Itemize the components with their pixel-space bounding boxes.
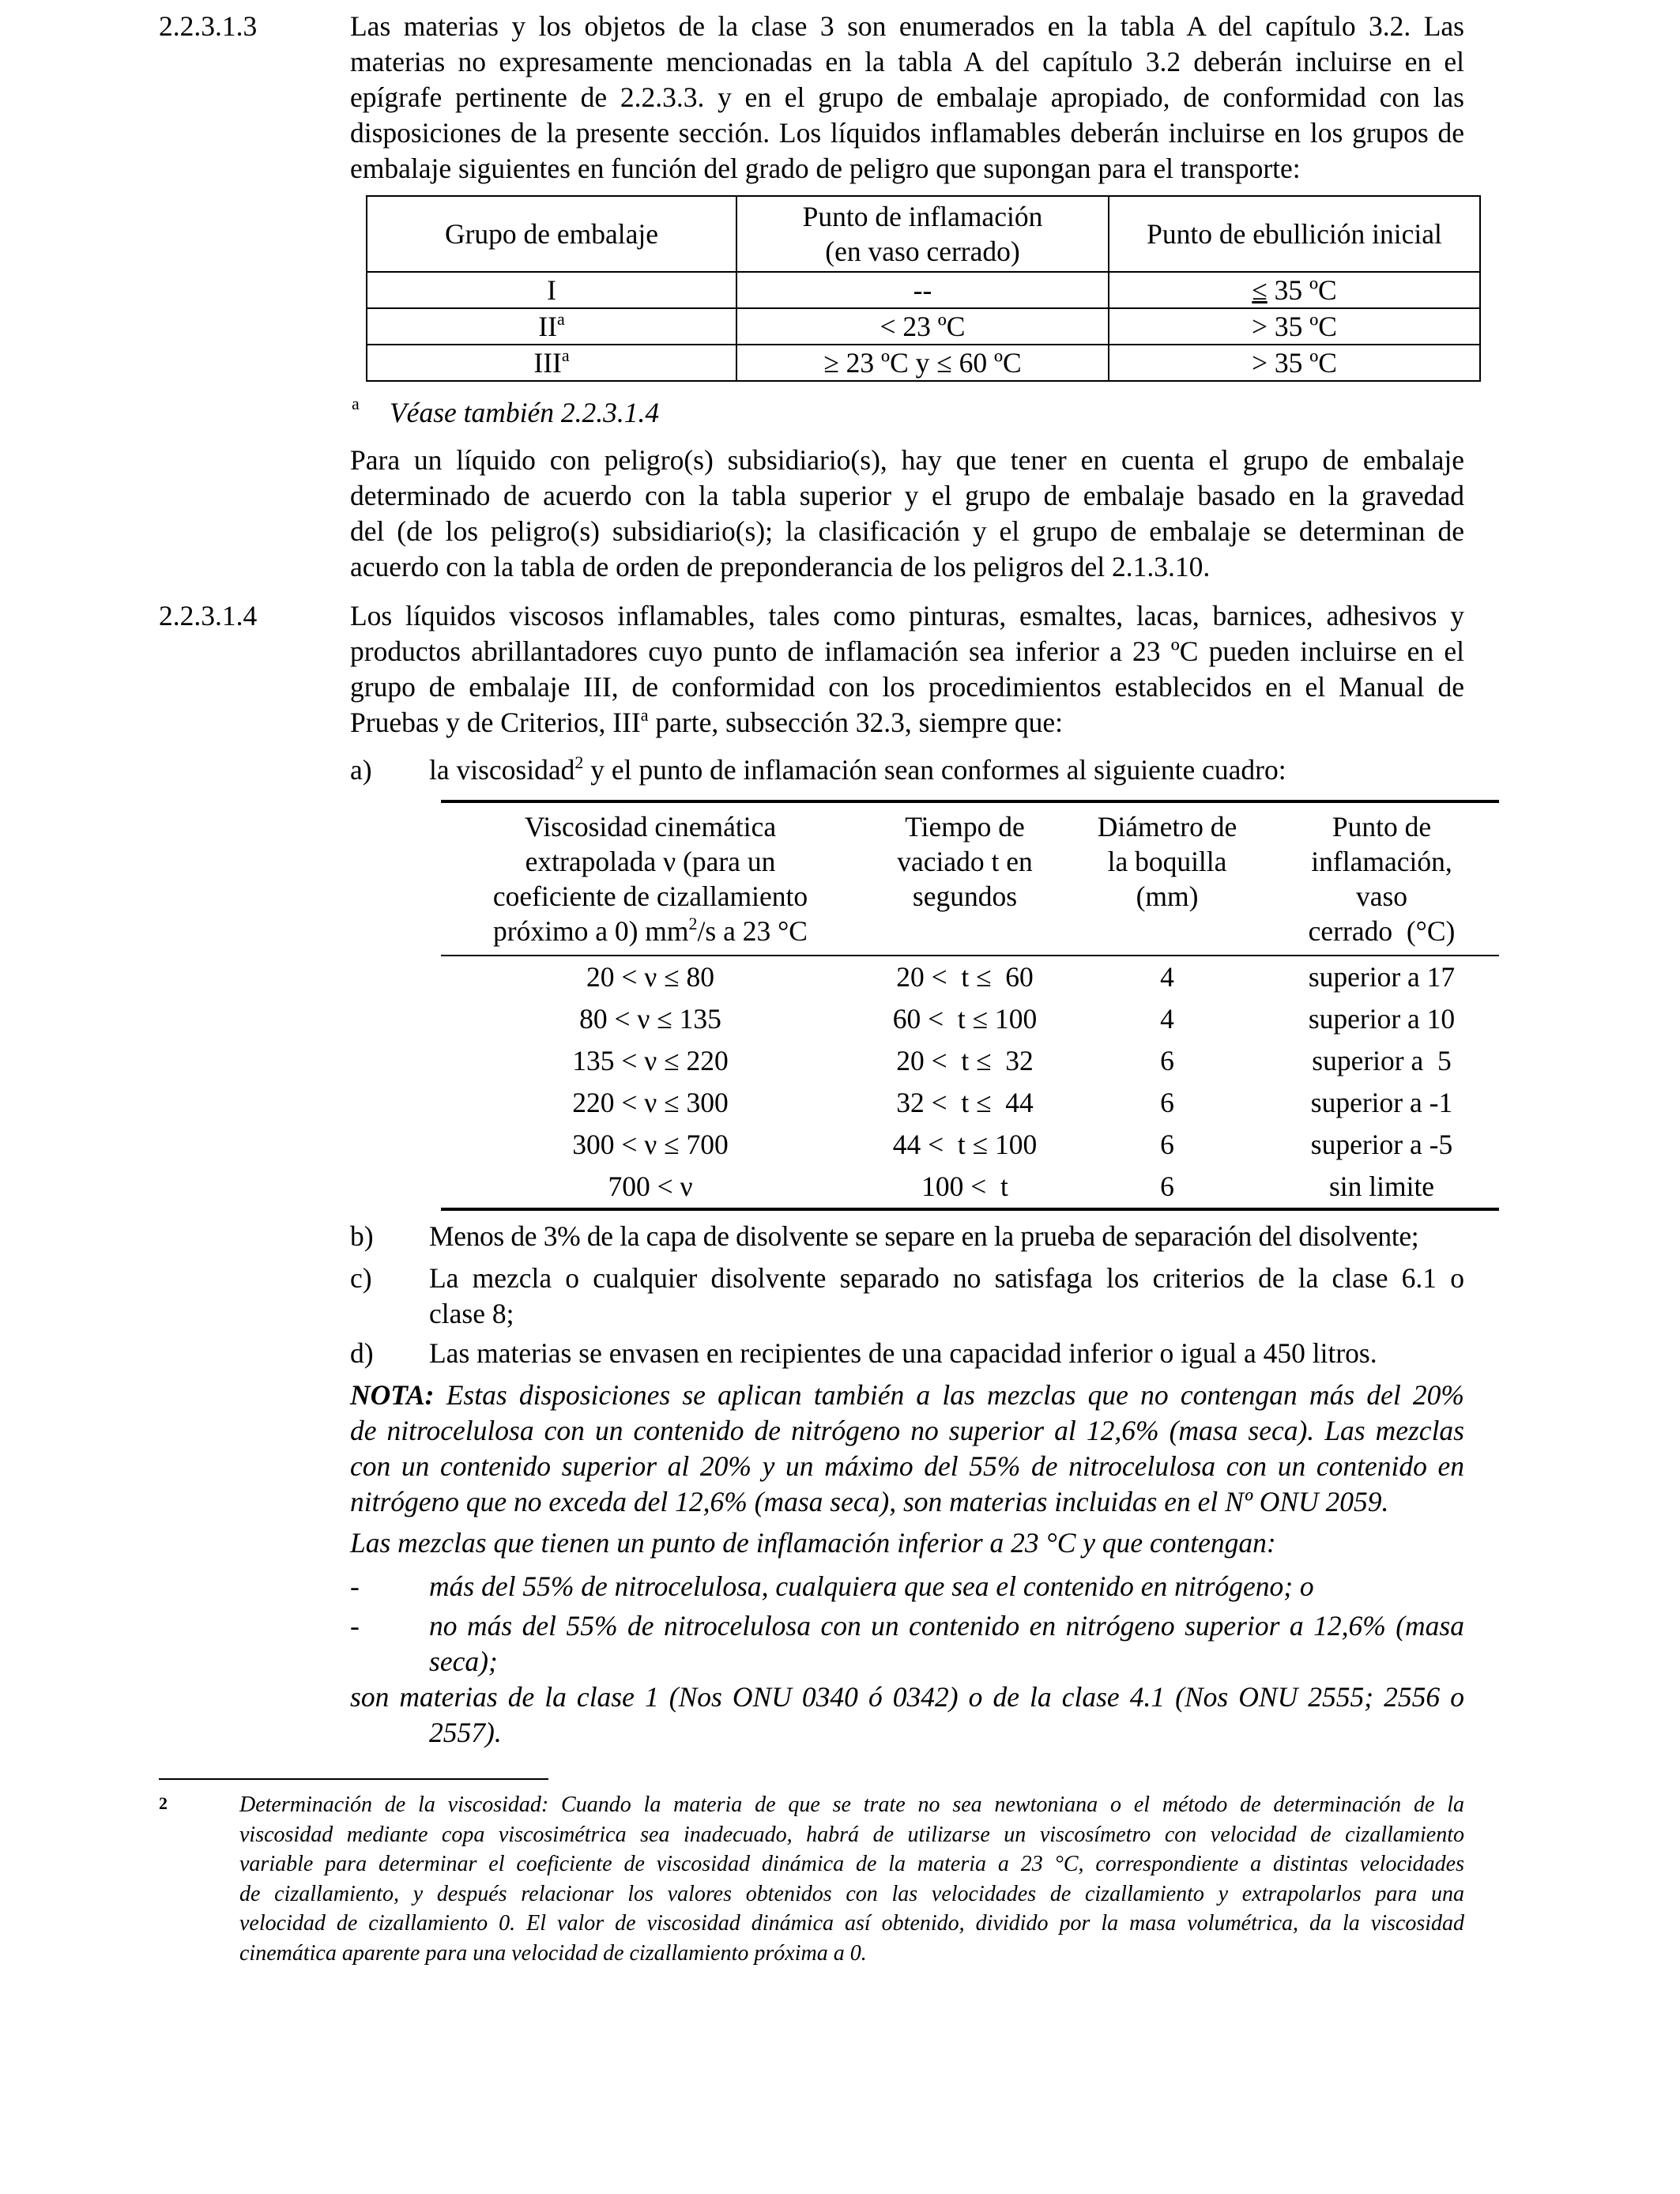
text-line: embalaje siguientes en función del grado de peligro que supongan para el transporte: xyxy=(350,153,1301,184)
text-line: determinado de acuerdo con la tabla superior y el grupo de embalaje basado en la gravedad xyxy=(350,480,1464,511)
header-nozzle-diameter: Diámetro de la boquilla (mm) xyxy=(1097,811,1237,912)
header-viscosity: Viscosidad cinemática extrapolada ν (para un coeficiente de cizallamiento próximo a 0) $mm^2/s$ a 23 °C xyxy=(492,811,808,947)
nozzle-cell: 6 xyxy=(1160,1171,1174,1202)
nota-label: NOTA: xyxy=(350,1379,435,1411)
text-line: Las materias y los objetos de la clase 3 son enumerados en la tabla A del capítulo 3.2. Las xyxy=(350,10,1464,42)
table-row xyxy=(367,272,1480,308)
text-line: viscosidad mediante copa viscosimétrica sea inadecuado, habrá de utilizarse un viscosímetro con velocidad de cizallamiento xyxy=(239,1822,1464,1847)
header-boiling-point: Punto de ebullición inicial xyxy=(1109,196,1480,272)
text-line: grupo de embalaje III, de conformidad con los procedimientos establecidos en el Manual de xyxy=(350,671,1464,703)
text-line: La mezcla o cualquier disolvente separado no satisfaga los criterios de la clase 6.1 o xyxy=(429,1262,1464,1294)
section-number-2-2-3-1-3: 2.2.3.1.3 xyxy=(159,10,258,42)
item-b-text: Menos de 3% de la capa de disolvente se separe en la prueba de separación del disolvente; xyxy=(429,1220,1419,1252)
packing-group-cell: I xyxy=(367,272,736,308)
dash-item-1: más del 55% de nitrocelulosa, cualquiera que sea el contenido en nitrógeno; o xyxy=(429,1570,1314,1602)
table-row xyxy=(367,345,1480,381)
section-2-2-3-1-3-intro xyxy=(350,9,1464,187)
footnote-mark: 2 xyxy=(159,1793,168,1813)
boiling-point-cell xyxy=(1109,272,1480,308)
table-row xyxy=(441,1040,1499,1082)
final-paragraph xyxy=(350,1679,1464,1751)
text-line: son materias de la clase 1 (Nos ONU 0340 ó 0342) o de la clase 4.1 (Nos ONU 2555; 2556 o xyxy=(350,1681,1464,1713)
text-line: clase 8; xyxy=(429,1298,514,1329)
less-equal-sign: ≤ xyxy=(1252,274,1268,306)
mixtures-intro: Las mezclas que tienen un punto de inflamación inferior a 23 °C y que contengan: xyxy=(350,1527,1276,1559)
boiling-point-cell: > 35 ºC xyxy=(1109,345,1480,381)
section-2-2-3-1-3-para2 xyxy=(350,443,1464,585)
text-line: Para un líquido con peligro(s) subsidiario(s), hay que tener en cuenta el grupo de embalaje xyxy=(350,444,1464,476)
nozzle-cell: 6 xyxy=(1160,1087,1174,1118)
text-line: materias no expresamente mencionadas en la tabla A del capítulo 3.2 deberán incluirse en el xyxy=(350,46,1464,77)
flash-point-cell: superior a -5 xyxy=(1310,1129,1453,1160)
packing-group-table xyxy=(366,195,1481,382)
viscosity-cell: 135 < ν ≤ 220 xyxy=(572,1045,729,1076)
flow-time-cell: 44 < t ≤ 100 xyxy=(892,1129,1038,1160)
flow-time-cell: 32 < t ≤ 44 xyxy=(896,1087,1034,1118)
section-2-2-3-1-4-intro xyxy=(350,598,1464,741)
text-line: de nitrocelulosa con un contenido de nitrógeno no superior al 12,6% (masa seca). Las mezclas xyxy=(350,1415,1464,1446)
text-line: con un contenido superior al 20% y un máximo del 55% de nitrocelulosa con un contenido en xyxy=(350,1450,1464,1482)
table-row xyxy=(441,956,1499,998)
table-row xyxy=(367,308,1480,345)
section-number-2-2-3-1-4: 2.2.3.1.4 xyxy=(159,600,258,631)
table-row xyxy=(441,1124,1499,1166)
text-line: del (de los peligro(s) subsidiario(s); la clasificación y el grupo de embalaje se determinan de xyxy=(350,515,1464,547)
footnote-divider xyxy=(159,1778,548,1780)
item-d-label: d) xyxy=(350,1337,374,1369)
text-line: de cizallamiento, y después relacionar los valores obtenidos con las velocidades de cizallamiento y extrapolarlos para una xyxy=(239,1881,1464,1906)
viscosity-cell: 220 < ν ≤ 300 xyxy=(572,1087,729,1118)
text-line: 2557). xyxy=(429,1717,502,1748)
flash-point-cell: ≥ 23 ºC y ≤ 60 ºC xyxy=(736,345,1109,381)
viscosity-cell: 80 < ν ≤ 135 xyxy=(579,1003,721,1035)
header-flow-time: Tiempo de vaciado t en segundos xyxy=(897,811,1033,912)
table-row xyxy=(441,998,1499,1040)
packing-group-cell: $II^a$ xyxy=(367,308,736,345)
text-line: disposiciones de la presente sección. Los líquidos inflamables deberán incluirse en los grupos de xyxy=(350,117,1464,149)
flow-time-cell: 20 < t ≤ 60 xyxy=(896,961,1034,993)
viscosity-table xyxy=(441,800,1499,1211)
text-line: Determinación de la viscosidad: Cuando la materia de que se trate no sea newtoniana o el método de determinación de la xyxy=(239,1793,1464,1817)
flash-point-cell: superior a -1 xyxy=(1310,1087,1453,1118)
text-line: Los líquidos viscosos inflamables, tales como pinturas, esmaltes, lacas, barnices, adhesivos y xyxy=(350,600,1464,631)
table-row xyxy=(441,1082,1499,1124)
text-line: productos abrillantadores cuyo punto de inflamación sea inferior a 23 ºC pueden incluirse en el xyxy=(350,635,1464,667)
dash-marker: - xyxy=(350,1610,360,1642)
flash-point-cell: < 23 ºC xyxy=(736,308,1109,345)
text-line: Pruebas y de Criterios, III$^a$ parte, subsección 32.3, siempre que: xyxy=(350,705,1063,738)
flow-time-cell: 100 < t xyxy=(921,1171,1008,1202)
table-row xyxy=(441,1166,1499,1209)
footnote-text xyxy=(239,1790,1464,1968)
packing-group-cell: III$^a$ xyxy=(367,345,736,381)
item-a-label: a) xyxy=(350,754,372,786)
text-line: variable para determinar el coeficiente de viscosidad dinámica de la materia a 23 °C, correspondiente a distintas velocidades xyxy=(239,1852,1464,1876)
flow-time-cell: 60 < t ≤ 100 xyxy=(892,1003,1038,1035)
item-b-label: b) xyxy=(350,1220,374,1252)
table-header-row xyxy=(367,196,1480,272)
text-line: NOTA: Estas disposiciones se aplican también a las mezclas que no contengan más del 20% xyxy=(350,1379,1464,1411)
flash-point-cell: superior a 5 xyxy=(1312,1045,1452,1076)
header-flash-point: Punto de inflamación, vaso cerrado (°C) xyxy=(1308,811,1456,947)
nozzle-cell: 4 xyxy=(1160,961,1174,993)
table-header-row xyxy=(441,801,1499,956)
item-a-text: la viscosidad$^2$ y el punto de inflamación sean conformes al siguiente cuadro: xyxy=(429,752,1286,786)
viscosity-cell: 700 < ν xyxy=(608,1171,693,1202)
text-line: seca); xyxy=(429,1646,498,1677)
flow-time-cell: 20 < t ≤ 32 xyxy=(896,1045,1034,1076)
text-line: velocidad de cizallamiento 0. El valor de viscosidad dinámica así obtenido, dividido por la masa volumétrica, da la viscosidad xyxy=(239,1911,1464,1936)
item-c-label: c) xyxy=(350,1262,372,1294)
dash-marker: - xyxy=(350,1570,360,1602)
nozzle-cell: 6 xyxy=(1160,1129,1174,1160)
boiling-point-cell: > 35 ºC xyxy=(1109,308,1480,345)
boiling-value: 35 ºC xyxy=(1267,274,1337,306)
flash-point-cell: superior a 17 xyxy=(1308,961,1456,993)
table-footnote-text: Véase también 2.2.3.1.4 xyxy=(390,397,660,428)
text-line: cinemática aparente para una velocidad de cizallamiento próxima a 0. xyxy=(239,1940,867,1966)
text-line: acuerdo con la tabla de orden de preponderancia de los peligros del 2.1.3.10. xyxy=(350,551,1211,582)
header-packing-group: Grupo de embalaje xyxy=(367,196,736,272)
viscosity-cell: 300 < ν ≤ 700 xyxy=(572,1129,729,1160)
nota-paragraph xyxy=(350,1378,1464,1520)
flash-point-cell: sin limite xyxy=(1328,1171,1435,1202)
text-line: nitrógeno que no exceda del 12,6% (masa seca), son materias incluidas en el Nº ONU 2059. xyxy=(350,1486,1389,1517)
text-line: no más del 55% de nitrocelulosa con un contenido en nitrógeno superior a 12,6% (masa xyxy=(429,1610,1464,1642)
nozzle-cell: 6 xyxy=(1160,1045,1174,1076)
header-flash-point: Punto de inflamación (en vaso cerrado) xyxy=(736,196,1109,272)
flash-point-cell: superior a 10 xyxy=(1308,1003,1456,1035)
viscosity-cell: 20 < ν ≤ 80 xyxy=(586,961,715,993)
table-footnote-mark: a xyxy=(352,394,360,413)
flash-point-cell: -- xyxy=(736,272,1109,308)
dash-item-2 xyxy=(429,1608,1464,1679)
item-d-text: Las materias se envasen en recipientes de una capacidad inferior o igual a 450 litros. xyxy=(429,1337,1377,1369)
item-c-text xyxy=(429,1261,1464,1332)
nozzle-cell: 4 xyxy=(1160,1003,1174,1035)
text-line: epígrafe pertinente de 2.2.3.3. y en el grupo de embalaje apropiado, de conformidad con las xyxy=(350,81,1464,113)
